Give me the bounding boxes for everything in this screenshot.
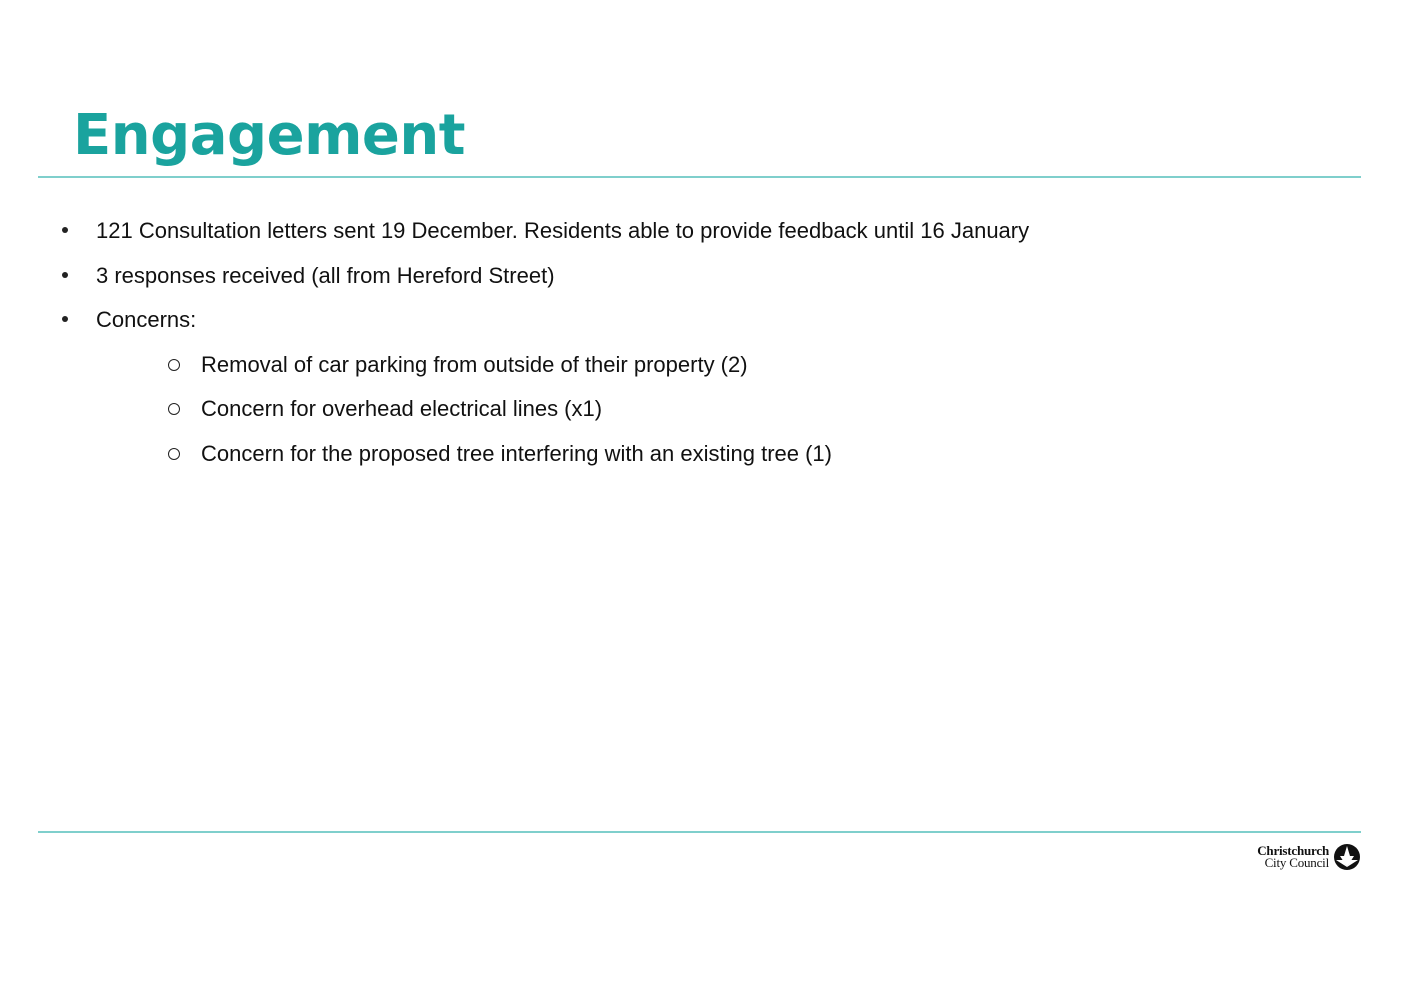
sub-bullet-item [0,434,1401,479]
cathedral-emblem-icon [1333,843,1361,871]
bullet-ring-icon [168,345,180,385]
bullet-list [0,211,1401,478]
bullet-item [0,211,1401,256]
sub-bullet-item [0,345,1401,390]
bullet-ring-icon [168,389,180,429]
sub-bullet-item [0,389,1401,434]
council-logo [1257,843,1361,871]
bullet-text: 3 responses received (all from Hereford Street) [96,262,555,288]
bullet-dot-icon [62,256,68,296]
slide-title: Engagement [73,103,466,168]
bullet-text: Concerns: [96,307,197,332]
logo-line1: Christchurch [1257,843,1329,858]
title-divider [38,176,1361,178]
bullet-text: 121 Consultation letters sent 19 December. Residents able to provide feedback until 16 January [96,218,1030,243]
bullet-item [0,256,1401,301]
logo-text [1257,845,1329,869]
sub-bullet-text: Concern for the proposed tree interfering with an existing tree (1) [201,440,832,466]
bullet-dot-icon [62,300,68,340]
logo-line2: City Council [1264,855,1329,870]
sub-bullet-text: Removal of car parking from outside of their property (2) [201,351,748,377]
footer-divider [38,831,1361,833]
bullet-item [0,300,1401,345]
bullet-ring-icon [168,434,180,474]
sub-bullet-text: Concern for overhead electrical lines (x1) [201,396,603,421]
bullet-dot-icon [62,211,68,251]
